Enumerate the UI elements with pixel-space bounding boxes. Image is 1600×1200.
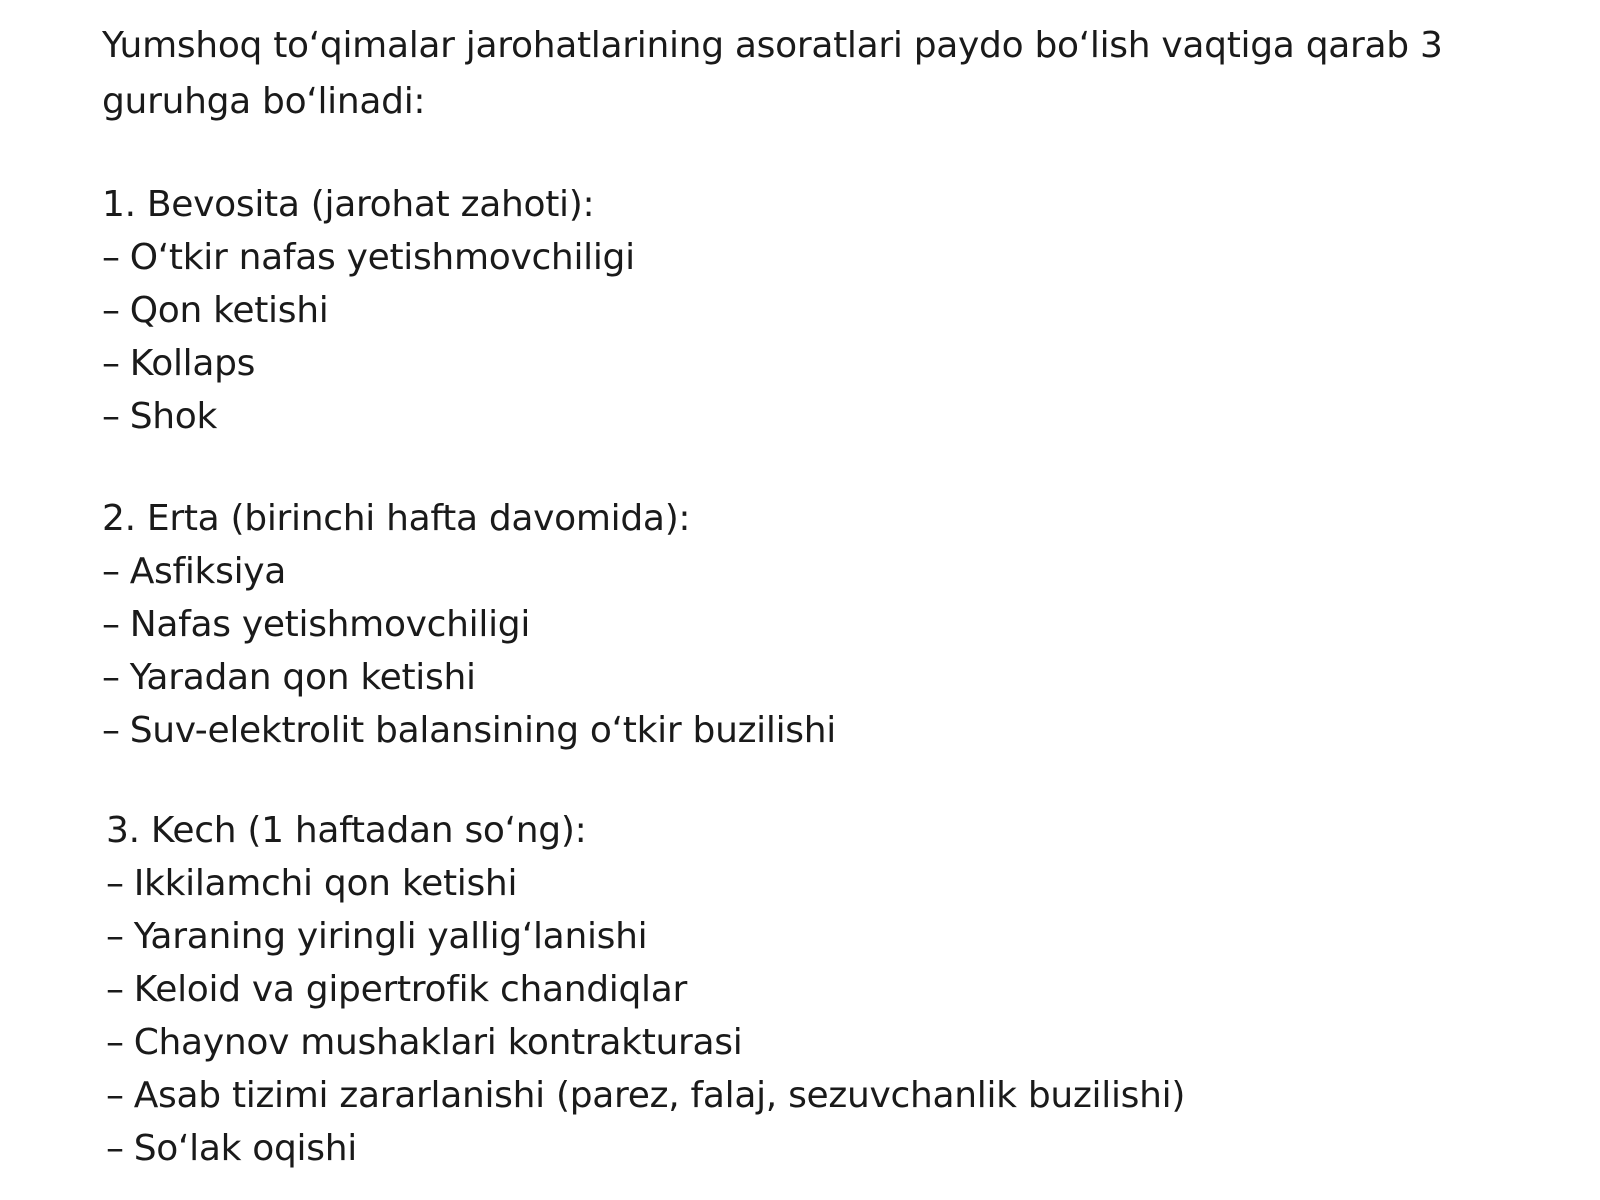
list-item <box>106 857 1506 910</box>
list-item-text: So‘lak oqishi <box>133 1128 357 1169</box>
list-item-text: O‘tkir nafas yetishmovchiligi <box>129 237 635 278</box>
list-item-text: Keloid va gipertrofik chandiqlar <box>133 969 688 1010</box>
dash-bullet: – <box>106 1022 124 1063</box>
dash-bullet: – <box>102 290 120 331</box>
list-item <box>102 704 1502 757</box>
list-item-text: Shok <box>129 396 218 437</box>
dash-bullet: – <box>102 551 120 592</box>
list-item <box>106 1069 1506 1122</box>
dash-bullet: – <box>102 237 120 278</box>
list-item-text: Ikkilamchi qon ketishi <box>133 863 518 904</box>
complication-list <box>106 857 1506 1175</box>
list-item <box>102 231 1502 284</box>
list-item-text: Suv-elektrolit balansining o‘tkir buzilishi <box>129 710 836 751</box>
dash-bullet: – <box>106 1075 124 1116</box>
list-item <box>106 910 1506 963</box>
list-item-text: Kollaps <box>129 343 256 384</box>
dash-bullet: – <box>106 863 124 904</box>
list-item <box>106 1016 1506 1069</box>
list-item-text: Asfiksiya <box>129 551 287 592</box>
dash-bullet: – <box>102 657 120 698</box>
dash-bullet: – <box>102 710 120 751</box>
section-heading: 1. Bevosita (jarohat zahoti): <box>102 184 595 225</box>
list-item <box>102 598 1502 651</box>
list-item <box>102 284 1502 337</box>
list-item-text: Yaradan qon ketishi <box>129 657 476 698</box>
section-late <box>106 804 1506 1175</box>
complication-list <box>102 545 1502 757</box>
list-item <box>106 963 1506 1016</box>
dash-bullet: – <box>106 916 124 957</box>
list-item-text: Yaraning yiringli yallig‘lanishi <box>133 916 648 957</box>
intro-paragraph: Yumshoq to‘qimalar jarohatlarining asoratlari paydo bo‘lish vaqtiga qarab 3 guruhga bo‘linadi: <box>102 25 1443 122</box>
section-heading: 3. Kech (1 haftadan so‘ng): <box>106 810 587 851</box>
list-item-text: Nafas yetishmovchiligi <box>129 604 531 645</box>
dash-bullet: – <box>102 396 120 437</box>
section-early <box>102 492 1502 757</box>
list-item <box>102 390 1502 443</box>
dash-bullet: – <box>106 969 124 1010</box>
section-immediate <box>102 178 1502 443</box>
list-item <box>102 545 1502 598</box>
list-item-text: Qon ketishi <box>129 290 329 331</box>
list-item <box>102 651 1502 704</box>
list-item-text: Chaynov mushaklari kontrakturasi <box>133 1022 743 1063</box>
section-heading: 2. Erta (birinchi hafta davomida): <box>102 498 691 539</box>
dash-bullet: – <box>102 343 120 384</box>
list-item <box>102 337 1502 390</box>
dash-bullet: – <box>102 604 120 645</box>
complication-list <box>102 231 1502 443</box>
list-item <box>106 1122 1506 1175</box>
list-item-text: Asab tizimi zararlanishi (parez, falaj, sezuvchanlik buzilishi) <box>133 1075 1186 1116</box>
dash-bullet: – <box>106 1128 124 1169</box>
